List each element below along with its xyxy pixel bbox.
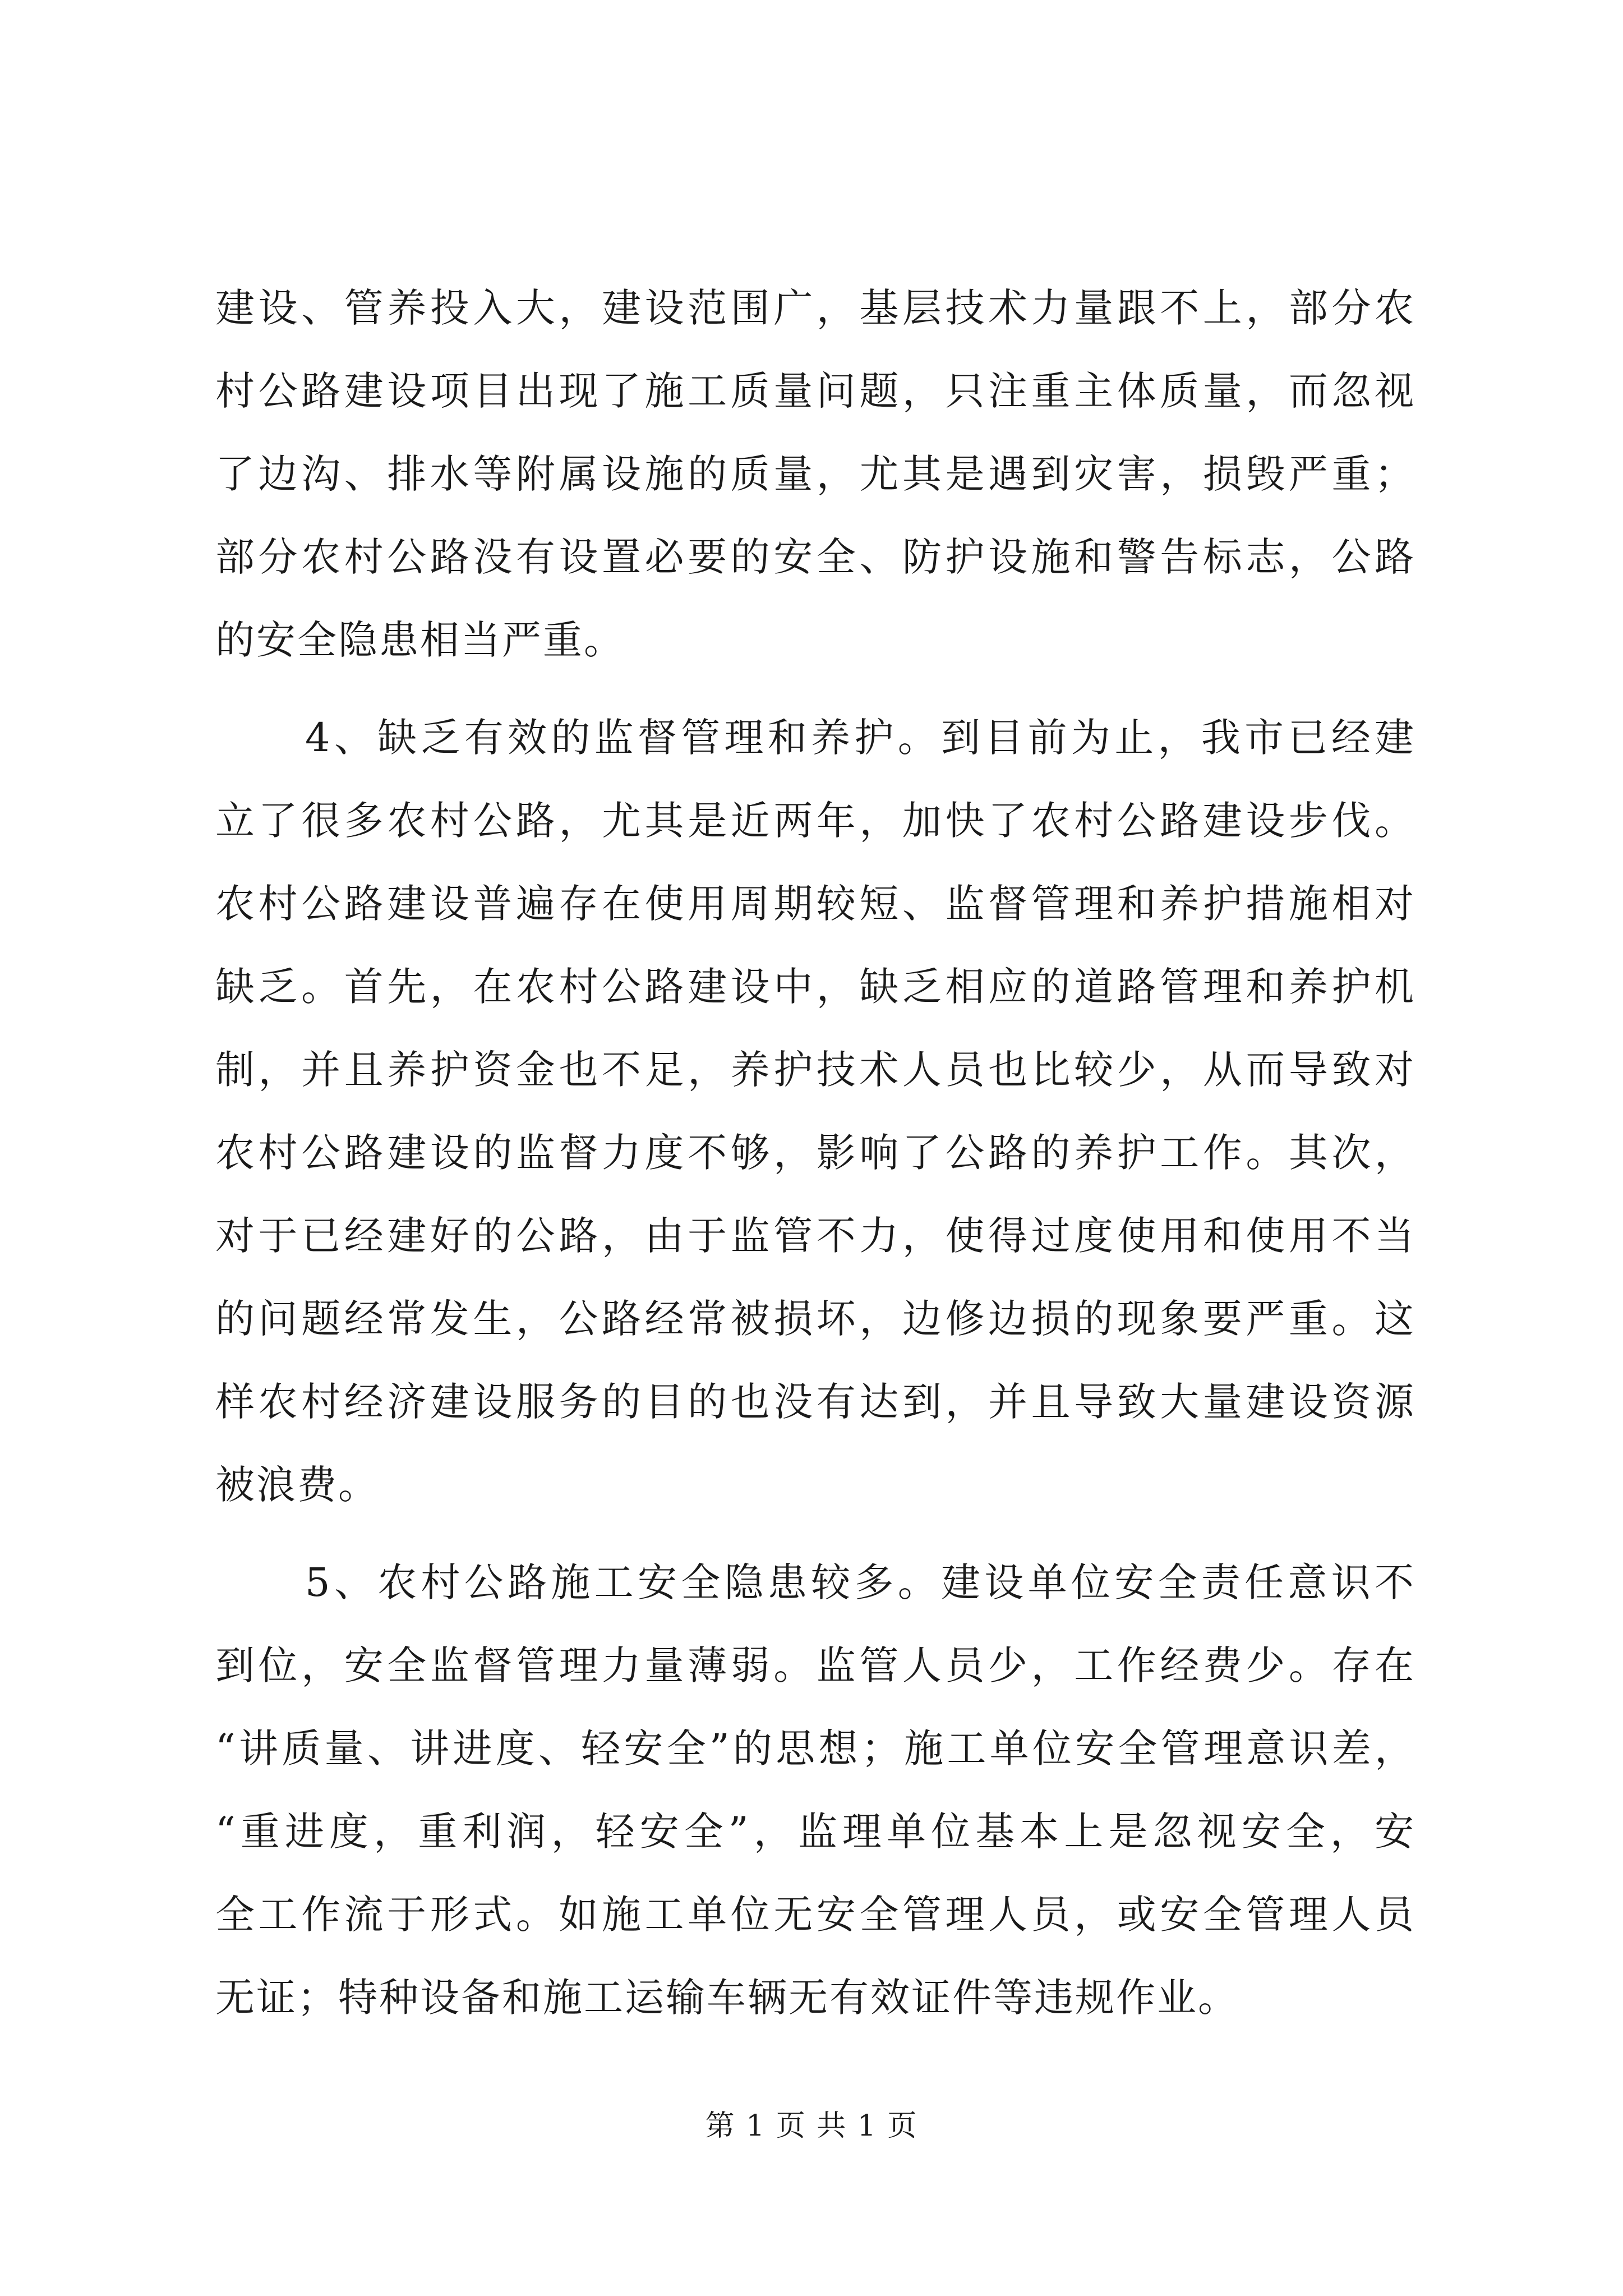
page-number-footer: 第 1 页 共 1 页 xyxy=(705,2109,918,2143)
paragraph-2-line-2: 立了很多农村公路，尤其是近两年，加快了农村公路建设步伐。 xyxy=(215,798,1415,844)
document-body xyxy=(215,266,1415,2039)
paragraph-3-line-1: 5、农村公路施工安全隐患较多。建设单位安全责任意识不 xyxy=(305,1559,1415,1605)
paragraph-3-line-5: 全工作流于形式。如施工单位无安全管理人员，或安全管理人员 xyxy=(215,1892,1415,1938)
paragraph-2-line-7: 对于已经建好的公路，由于监管不力，使得过度使用和使用不当 xyxy=(215,1213,1415,1259)
paragraph-1-line-5: 的安全隐患相当严重。 xyxy=(215,617,625,663)
paragraph-2-line-8: 的问题经常发生，公路经常被损坏，边修边损的现象要严重。这 xyxy=(215,1296,1415,1342)
paragraph-2-line-1: 4、缺乏有效的监督管理和养护。到目前为止，我市已经建 xyxy=(305,715,1415,761)
paragraph-1-line-2: 村公路建设项目出现了施工质量问题，只注重主体质量，而忽视 xyxy=(215,368,1415,414)
paragraph-2-line-9: 样农村经济建设服务的目的也没有达到，并且导致大量建设资源 xyxy=(215,1379,1415,1425)
paragraph-3-line-3: “讲质量、讲进度、轻安全”的思想；施工单位安全管理意识差， xyxy=(215,1726,1415,1772)
paragraph-3-line-6: 无证；特种设备和施工运输车辆无有效证件等违规作业。 xyxy=(215,1975,1239,2021)
paragraph-2-line-5: 制，并且养护资金也不足，养护技术人员也比较少，从而导致对 xyxy=(215,1047,1415,1093)
paragraph-2-line-10: 被浪费。 xyxy=(215,1462,379,1508)
paragraph-3-line-2: 到位，安全监督管理力量薄弱。监管人员少，工作经费少。存在 xyxy=(215,1642,1415,1688)
paragraph-1-line-4: 部分农村公路没有设置必要的安全、防护设施和警告标志，公路 xyxy=(215,534,1415,580)
paragraph-2-line-3: 农村公路建设普遍存在使用周期较短、监督管理和养护措施相对 xyxy=(215,881,1415,927)
paragraph-2-line-4: 缺乏。首先，在农村公路建设中，缺乏相应的道路管理和养护机 xyxy=(215,964,1415,1010)
paragraph-3-line-4: “重进度，重利润，轻安全”，监理单位基本上是忽视安全，安 xyxy=(215,1809,1415,1855)
paragraph-1-line-3: 了边沟、排水等附属设施的质量，尤其是遇到灾害，损毁严重； xyxy=(215,451,1415,497)
paragraph-1-line-1: 建设、管养投入大，建设范围广，基层技术力量跟不上，部分农 xyxy=(215,285,1415,331)
paragraph-2-line-6: 农村公路建设的监督力度不够，影响了公路的养护工作。其次， xyxy=(215,1130,1415,1176)
